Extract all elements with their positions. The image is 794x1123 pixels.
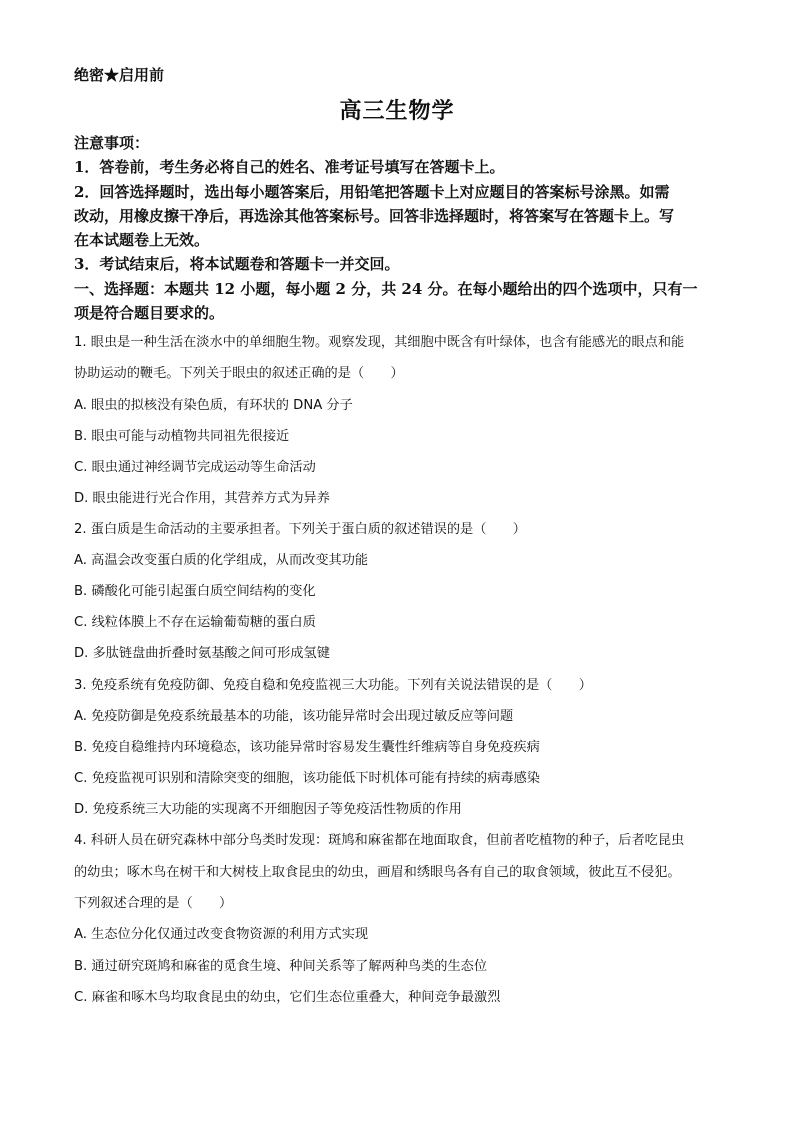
question-3-option-b: B. 免疫自稳维持内环境稳态，该功能异常时容易发生囊性纤维病等自身免疫疾病 [74, 740, 540, 755]
question-4-option-a: A. 生态位分化仅通过改变食物资源的利用方式实现 [74, 927, 369, 942]
page-title: 高三生物学 [339, 98, 455, 124]
question-1-option-b: B. 眼虫可能与动植物共同祖先很接近 [74, 429, 290, 444]
notes-section [74, 131, 724, 325]
question-2-option-d: D. 多肽链盘曲折叠时氨基酸之间可形成氢键 [74, 646, 330, 661]
section-heading-line: 项是符合题目要求的。 [74, 304, 225, 323]
question-4-stem: 的幼虫；啄木鸟在树干和大树枝上取食昆虫的幼虫，画眉和绣眼鸟各有自己的取食领域，彼此互不侵犯。 [74, 865, 681, 880]
question-4-stem: 4. 科研人员在研究森林中部分鸟类时发现：斑鸠和麻雀都在地面取食，但前者吃植物的种子，后者吃昆虫 [74, 833, 685, 848]
section-heading-line: 一、选择题：本题共 12 小题，每小题 2 分，共 24 分。在每小题给出的四个选项中，只有一 [74, 279, 698, 298]
question-3-option-c: C. 免疫监视可识别和清除突变的细胞，该功能低下时机体可能有持续的病毒感染 [74, 771, 540, 786]
note-line: 在本试题卷上无效。 [74, 231, 210, 250]
note-line: 改动，用橡皮擦干净后，再选涂其他答案标号。回答非选择题时，将答案写在答题卡上。写 [74, 206, 675, 225]
question-3-stem: 3. 免疫系统有免疫防御、免疫自稳和免疫监视三大功能。下列有关说法错误的是（ ） [74, 678, 592, 693]
question-1-option-a: A. 眼虫的拟核没有染色质，有环状的 DNA 分子 [74, 398, 353, 413]
question-2-option-b: B. 磷酸化可能引起蛋白质空间结构的变化 [74, 584, 316, 599]
question-3-option-d: D. 免疫系统三大功能的实现离不开细胞因子等免疫活性物质的作用 [74, 802, 462, 817]
question-4-option-b: B. 通过研究斑鸠和麻雀的觅食生境、种间关系等了解两种鸟类的生态位 [74, 959, 488, 974]
question-2-option-c: C. 线粒体膜上不存在运输葡萄糖的蛋白质 [74, 615, 316, 630]
confidential-label: 绝密★启用前 [74, 66, 165, 84]
question-1-stem: 1. 眼虫是一种生活在淡水中的单细胞生物。观察发现，其细胞中既含有叶绿体，也含有能感光的眼点和能 [74, 335, 685, 350]
question-1-stem: 协助运动的鞭毛。下列关于眼虫的叙述正确的是（ ） [74, 366, 404, 381]
question-2-option-a: A. 高温会改变蛋白质的化学组成，从而改变其功能 [74, 553, 369, 568]
note-line: 1．答卷前，考生务必将自己的姓名、准考证号填写在答题卡上。 [74, 158, 505, 177]
note-line: 3．考试结束后，将本试题卷和答题卡一并交回。 [74, 255, 400, 274]
note-line: 2．回答选择题时，选出每小题答案后，用铅笔把答题卡上对应题目的答案标号涂黑。如需 [74, 182, 670, 201]
question-4-option-c: C. 麻雀和啄木鸟均取食昆虫的幼虫，它们生态位重叠大，种间竞争最激烈 [74, 990, 501, 1005]
question-2-stem: 2. 蛋白质是生命活动的主要承担者。下列关于蛋白质的叙述错误的是（ ） [74, 522, 526, 537]
question-4-stem: 下列叙述合理的是（ ） [74, 896, 233, 911]
question-1-option-d: D. 眼虫能进行光合作用，其营养方式为异养 [74, 491, 330, 506]
question-1-option-c: C. 眼虫通过神经调节完成运动等生命活动 [74, 460, 316, 475]
question-3-option-a: A. 免疫防御是免疫系统最基本的功能，该功能异常时会出现过敏反应等问题 [74, 709, 514, 724]
notes-heading: 注意事项： [74, 134, 150, 152]
